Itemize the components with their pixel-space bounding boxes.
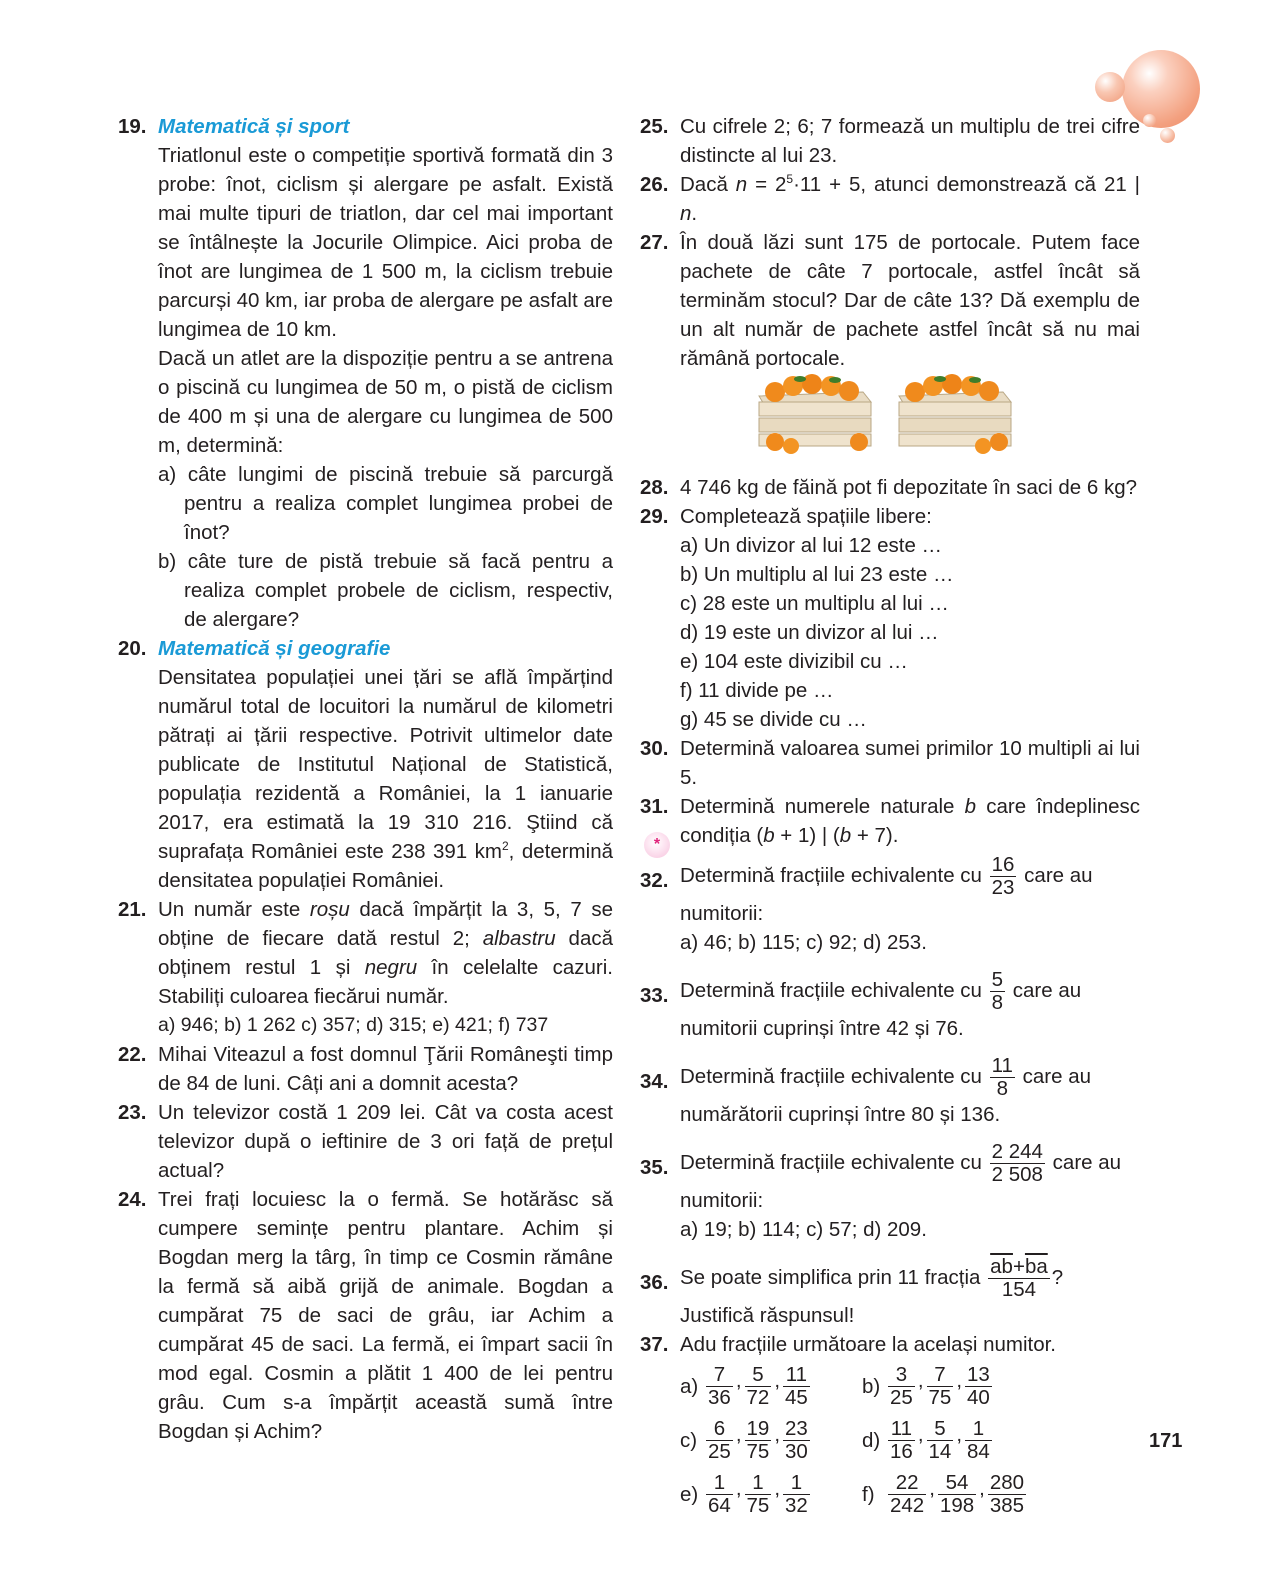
exercise-text bbox=[680, 792, 1140, 850]
variable: b bbox=[964, 795, 977, 818]
fraction-list bbox=[704, 1418, 812, 1463]
exercise-23 bbox=[118, 1098, 613, 1185]
italic-term: albastru bbox=[482, 927, 556, 950]
numerator: 23 bbox=[785, 1416, 808, 1440]
numerator: 16 bbox=[991, 853, 1015, 876]
variable: b bbox=[839, 824, 852, 847]
numerator: 7 bbox=[927, 1364, 954, 1387]
exercise-number: 21. bbox=[118, 898, 147, 921]
exercise-22 bbox=[118, 1040, 613, 1098]
fraction bbox=[927, 1418, 954, 1463]
fraction-grid bbox=[680, 1359, 1140, 1521]
exercise-number: 35. bbox=[640, 1156, 669, 1179]
exercise-text: Triatlonul este o competiție sportivă formată din 3 probe: înot, ciclism și alergare pe asfalt. Există mai multe tipuri de triatlon, dar cel mai important se întâlnește la Jocurile Olimpice. Aici proba de înot are lungimea de 1 500 m, la ciclism trebuie parcurși 40 km, iar proba de alergare pe asfalt are lungimea de 10 km. bbox=[158, 144, 613, 341]
exercise-title: Matematică și geografie bbox=[158, 637, 391, 660]
fraction bbox=[745, 1472, 772, 1517]
text-part: Un număr este bbox=[158, 898, 310, 921]
fill-in-item: c) 28 este un multiplu al lui … bbox=[680, 592, 949, 615]
exercise-37 bbox=[640, 1330, 1140, 1521]
denominator: 72 bbox=[746, 1385, 770, 1409]
numerator: 11 bbox=[783, 1364, 810, 1387]
group-label: d) bbox=[862, 1428, 881, 1452]
exercise-text bbox=[680, 1141, 1140, 1215]
text-part: Determină fracțiile echivalente cu bbox=[680, 863, 982, 887]
denominator: 36 bbox=[708, 1385, 731, 1409]
exercise-title: Matematică și sport bbox=[158, 115, 350, 138]
exercise-text: Determină valoarea sumei primilor 10 multipli ai lui 5. bbox=[680, 737, 1140, 789]
exercise-number: 29. bbox=[640, 505, 669, 528]
fraction-group bbox=[680, 1413, 862, 1467]
numerator: 11 bbox=[888, 1418, 915, 1441]
page-number: 171 bbox=[1149, 1430, 1183, 1452]
numerator: 2 244 bbox=[991, 1140, 1043, 1163]
exercise-number: 24. bbox=[118, 1188, 147, 1211]
text-part: Densitatea populației unei țări se află împărțind numărul total de locuitori la numărul de kilometri pătrați ai țării respective. Potrivit ultimelor date publicate de Institutul Național de Statistică, populația rezidentă a României, la 1 ianuarie 2017, era estimată la 19 310 216. Ştiind că suprafața României este 238 391 km bbox=[158, 666, 613, 863]
exercise-text bbox=[680, 1256, 1140, 1301]
text-part: care au numărătorii cuprinși între 80 și 136. bbox=[680, 1064, 1092, 1126]
left-column bbox=[118, 112, 613, 1446]
separator: , bbox=[979, 1476, 985, 1500]
overlined-number: $\overline{ab}$ bbox=[990, 1255, 1013, 1278]
text-part: Dacă bbox=[680, 173, 736, 196]
exercise-31 bbox=[640, 792, 1140, 850]
denominator: 14 bbox=[928, 1439, 952, 1463]
separator: , bbox=[774, 1368, 781, 1392]
denominator: 75 bbox=[928, 1385, 952, 1409]
fraction bbox=[938, 1472, 976, 1517]
exercise-number: 32. bbox=[640, 869, 669, 892]
exercise-text: Cu cifrele 2; 6; 7 formează un multiplu de trei cifre distincte al lui 23. bbox=[680, 115, 1140, 167]
exercise-text: Completează spațiile libere: bbox=[680, 505, 932, 528]
variable: b bbox=[763, 824, 775, 847]
exercise-text bbox=[680, 1055, 1140, 1129]
text-part: care au numitorii cuprinși între 42 și 76. bbox=[680, 978, 1082, 1040]
exercise-25 bbox=[640, 112, 1140, 170]
separator: , bbox=[735, 1422, 742, 1446]
exercise-number: 36. bbox=[640, 1271, 669, 1294]
fraction-group bbox=[862, 1413, 1062, 1467]
separator: , bbox=[735, 1368, 742, 1392]
exercise-number: 19. bbox=[118, 115, 147, 138]
answer-options: a) 946; b) 1 262 c) 357; d) 315; e) 421; f) 737 bbox=[158, 1014, 549, 1036]
text-part: ·11 + 5, atunci demonstrează că 21 | bbox=[793, 173, 1141, 196]
exercise-34 bbox=[640, 1055, 1140, 1129]
exercise-26 bbox=[640, 170, 1140, 228]
fill-in-item: b) Un multiplu al lui 23 este … bbox=[680, 563, 954, 586]
exercise-30 bbox=[640, 734, 1140, 792]
crate bbox=[899, 374, 1011, 454]
separator: , bbox=[917, 1422, 924, 1446]
exercise-text: Un televizor costă 1 209 lei. Cât va costa acest televizor după o ieftinire de 3 ori față de prețul actual? bbox=[158, 1101, 613, 1182]
group-label: e) bbox=[680, 1482, 699, 1506]
group-label: a) bbox=[680, 1374, 699, 1398]
denominator: 2 508 bbox=[991, 1163, 1043, 1186]
fraction bbox=[783, 1418, 810, 1463]
exercise-29 bbox=[640, 502, 1140, 734]
exercise-32 bbox=[640, 854, 1140, 957]
text-part: dacă împărțit la 3, 5, 7 se obține de fiecare dată restul 2; bbox=[158, 898, 613, 950]
fraction bbox=[888, 1418, 915, 1463]
denominator: 198 bbox=[939, 1493, 975, 1517]
denominator: 23 bbox=[991, 876, 1015, 899]
orange-crates-illustration bbox=[755, 372, 1035, 454]
fraction bbox=[888, 1364, 915, 1409]
fill-in-item: g) 45 se divide cu … bbox=[680, 708, 867, 731]
fraction-list bbox=[886, 1418, 994, 1463]
fraction-group bbox=[680, 1359, 862, 1413]
denominator: 75 bbox=[746, 1439, 770, 1463]
numerator: 1 bbox=[745, 1472, 772, 1495]
text-part: dacă obținem restul 1 și bbox=[158, 927, 613, 979]
fraction-list bbox=[886, 1364, 994, 1409]
numerator: 5 bbox=[927, 1418, 954, 1441]
text-part: care au numitorii: bbox=[680, 1150, 1122, 1212]
exercise-number: 26. bbox=[640, 173, 669, 196]
italic-term: negru bbox=[364, 956, 418, 979]
fraction bbox=[990, 1055, 1015, 1100]
numerator: 5 bbox=[745, 1364, 772, 1387]
fill-in-item: d) 19 este un divizor al lui … bbox=[680, 621, 939, 644]
group-label: b) bbox=[862, 1374, 881, 1398]
italic-term: roșu bbox=[309, 898, 350, 921]
fraction bbox=[745, 1418, 772, 1463]
exercise-35 bbox=[640, 1141, 1140, 1244]
text-part: Determină fracțiile echivalente cu bbox=[680, 1064, 982, 1088]
variable: n bbox=[680, 202, 692, 225]
exercise-text bbox=[158, 663, 613, 895]
denominator: 8 bbox=[996, 1077, 1008, 1100]
fraction bbox=[783, 1472, 810, 1517]
numerator: 1 bbox=[965, 1418, 992, 1441]
exercise-number: 25. bbox=[640, 115, 669, 138]
denominator: 242 bbox=[890, 1493, 925, 1517]
exercise-number: 23. bbox=[118, 1101, 147, 1124]
overlined-number: $\overline{ba}$ bbox=[1024, 1255, 1048, 1278]
numerator: 7 bbox=[706, 1364, 733, 1387]
exercise-number: 27. bbox=[640, 231, 669, 254]
numerator: 13 bbox=[967, 1362, 990, 1386]
exercise-number: 33. bbox=[640, 984, 669, 1007]
exercise-number: 37. bbox=[640, 1333, 669, 1356]
separator: , bbox=[929, 1476, 935, 1500]
exercise-text: Trei frați locuiesc la o fermă. Se hotărăsc să cumpere semințe pentru plantare. Achim și Bogdan merg la târg, în timp ce Cosmin rămâne la fermă să aibă grijă de animale. Bogdan a cumpărat 75 de saci de grâu, iar Achim a cumpărat 45 de saci. La fermă, ei împart sacii în mod egal. Cosmin a plătit 1 400 de lei pentru grâu. Cum s-a împărțit această sumă între Bogdan și Achim? bbox=[158, 1188, 613, 1443]
numerator: 22 bbox=[888, 1472, 926, 1495]
exercise-text bbox=[680, 854, 1140, 928]
numerator bbox=[988, 1256, 1050, 1279]
denominator: 8 bbox=[991, 991, 1004, 1014]
fraction bbox=[990, 969, 1005, 1014]
answer-options: a) 19; b) 114; c) 57; d) 209. bbox=[680, 1218, 927, 1241]
numerator: 19 bbox=[746, 1416, 770, 1440]
variable: n bbox=[735, 173, 748, 196]
fraction bbox=[988, 1472, 1026, 1517]
exercise-text bbox=[158, 895, 613, 1011]
fraction bbox=[745, 1364, 772, 1409]
answer-options: a) 46; b) 115; c) 92; d) 253. bbox=[680, 931, 927, 954]
fill-in-item: f) 11 divide pe … bbox=[680, 679, 834, 702]
separator: , bbox=[774, 1422, 781, 1446]
exercise-19 bbox=[118, 112, 613, 634]
fraction-list bbox=[704, 1364, 812, 1409]
denominator: 64 bbox=[708, 1493, 731, 1517]
sub-question: a) câte lungimi de piscină trebuie să parcurgă pentru a realiza complet lungimea probei de înot? bbox=[158, 463, 613, 544]
superscript: 2 bbox=[501, 839, 509, 854]
exercise-number: 22. bbox=[118, 1043, 147, 1066]
exercise-text: 4 746 kg de făină pot fi depozitate în saci de 6 kg? bbox=[680, 476, 1138, 499]
exercise-20 bbox=[118, 634, 613, 895]
star-marker: * bbox=[644, 832, 670, 858]
denominator: 45 bbox=[785, 1385, 808, 1409]
fraction bbox=[965, 1418, 992, 1463]
text-part: în celelalte cazuri. Stabiliți culoarea fiecărui număr. bbox=[158, 956, 613, 1008]
fraction bbox=[990, 1141, 1045, 1186]
exercise-33 bbox=[640, 969, 1140, 1043]
fraction-list bbox=[704, 1472, 812, 1517]
exercise-36 bbox=[640, 1256, 1140, 1330]
exercise-number: 30. bbox=[640, 737, 669, 760]
numerator: 6 bbox=[706, 1418, 733, 1441]
sub-question: b) câte ture de pistă trebuie să facă pentru a realiza complet probele de ciclism, respectiv, de alergare? bbox=[158, 550, 613, 631]
denominator: 75 bbox=[746, 1493, 770, 1517]
separator: , bbox=[956, 1422, 963, 1446]
fill-in-item: e) 104 este divizibil cu … bbox=[680, 650, 908, 673]
fraction-group bbox=[680, 1467, 862, 1521]
denominator: 30 bbox=[785, 1439, 808, 1463]
separator: , bbox=[956, 1368, 963, 1392]
exercise-text: Adu fracțiile următoare la același numitor. bbox=[680, 1333, 1057, 1356]
group-label: f) bbox=[862, 1482, 875, 1506]
denominator: 16 bbox=[890, 1439, 913, 1463]
separator: , bbox=[735, 1476, 742, 1500]
exercise-text bbox=[680, 969, 1140, 1043]
denominator: 40 bbox=[967, 1385, 990, 1409]
denominator: 154 bbox=[1001, 1278, 1037, 1301]
group-label: c) bbox=[680, 1428, 698, 1452]
exercise-28 bbox=[640, 473, 1140, 502]
exercise-text bbox=[680, 170, 1140, 228]
right-column bbox=[640, 112, 1140, 1521]
numerator: 3 bbox=[888, 1364, 915, 1387]
fraction bbox=[965, 1364, 992, 1409]
numerator: 280 bbox=[989, 1470, 1025, 1494]
text-part: Determină fracțiile echivalente cu bbox=[680, 978, 982, 1002]
text-part: + 7). bbox=[851, 824, 899, 847]
fraction-group bbox=[862, 1359, 1062, 1413]
fraction bbox=[927, 1364, 954, 1409]
text-part: = 2 bbox=[747, 173, 787, 196]
fraction bbox=[783, 1364, 810, 1409]
exercise-24 bbox=[118, 1185, 613, 1446]
fraction bbox=[988, 1256, 1050, 1301]
text-part: Determină numerele naturale bbox=[680, 795, 965, 818]
operator: + bbox=[1012, 1255, 1025, 1278]
numerator: 11 bbox=[991, 1054, 1013, 1077]
fraction bbox=[706, 1364, 733, 1409]
denominator: 25 bbox=[890, 1385, 913, 1409]
separator: , bbox=[774, 1476, 781, 1500]
text-part: Se poate simplifica prin 11 fracția bbox=[680, 1265, 981, 1289]
exercise-27 bbox=[640, 228, 1140, 373]
text-part: . bbox=[691, 202, 698, 225]
fraction bbox=[706, 1472, 733, 1517]
exercise-text: Mihai Viteazul a fost domnul Ţării Româneşti timp de 84 de luni. Câți ani a domnit acesta? bbox=[158, 1043, 613, 1095]
numerator: 1 bbox=[706, 1472, 733, 1495]
text-part: + 1) | ( bbox=[774, 824, 840, 847]
crate bbox=[759, 374, 871, 454]
question-mark: ? bbox=[1051, 1265, 1064, 1289]
text-part: Determină fracțiile echivalente cu bbox=[680, 1150, 982, 1174]
fraction bbox=[706, 1418, 733, 1463]
exercise-number: 20. bbox=[118, 637, 147, 660]
numerator: 54 bbox=[938, 1472, 976, 1495]
exercise-21 bbox=[118, 895, 613, 1040]
denominator: 25 bbox=[708, 1439, 731, 1463]
numerator: 1 bbox=[783, 1472, 810, 1495]
denominator: 385 bbox=[989, 1493, 1025, 1517]
exercise-text: Justifică răspunsul! bbox=[680, 1304, 855, 1327]
text-part: , determină densitatea populației României. bbox=[158, 840, 613, 892]
fill-in-item: a) Un divizor al lui 12 este … bbox=[680, 534, 943, 557]
exercise-text: În două lăzi sunt 175 de portocale. Putem face pachete de câte 7 portocale, astfel încât să terminăm stocul? Dar de câte 13? Dă exemplu de un alt număr de pachete astfel încât să nu mai rămână portocale. bbox=[680, 231, 1140, 370]
fraction bbox=[888, 1472, 926, 1517]
text-part: care au numitorii: bbox=[680, 863, 1093, 925]
fraction-group bbox=[862, 1467, 1062, 1521]
fraction-list bbox=[886, 1472, 1028, 1517]
denominator: 32 bbox=[785, 1493, 808, 1517]
exercise-text: Dacă un atlet are la dispoziție pentru a se antrena o piscină cu lungimea de 50 m, o pistă de ciclism de 400 m și una de alergare cu lungimea de 500 m, determină: bbox=[158, 347, 613, 457]
exercise-number: 34. bbox=[640, 1070, 669, 1093]
separator: , bbox=[917, 1368, 924, 1392]
denominator: 84 bbox=[967, 1439, 990, 1463]
text-part: care îndeplinesc condiția ( bbox=[680, 795, 1140, 847]
exercise-number: 31. bbox=[640, 795, 669, 818]
fraction bbox=[990, 854, 1017, 899]
superscript: 5 bbox=[786, 172, 794, 187]
exercise-number: 28. bbox=[640, 476, 669, 499]
numerator: 5 bbox=[991, 968, 1004, 991]
